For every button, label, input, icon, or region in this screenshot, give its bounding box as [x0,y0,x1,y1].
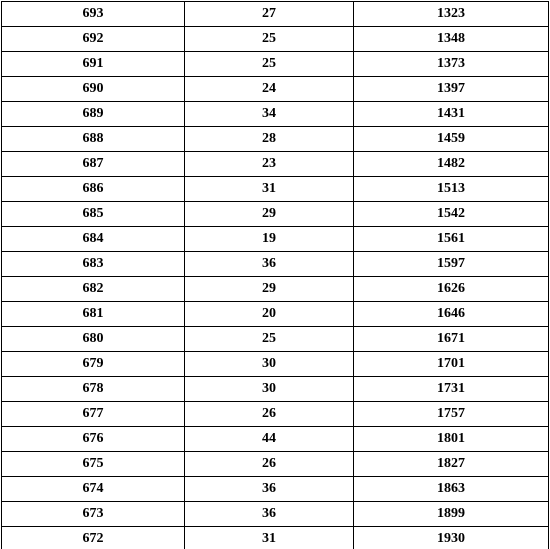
cumulative-cell: 1513 [354,177,549,202]
count-cell: 24 [185,77,354,102]
score-cell: 681 [2,302,185,327]
score-cell: 688 [2,127,185,152]
score-cell: 674 [2,477,185,502]
score-cell: 687 [2,152,185,177]
cumulative-cell: 1863 [354,477,549,502]
table-row [2,327,549,352]
table-row [2,502,549,527]
table-row [2,77,549,102]
count-cell: 44 [185,427,354,452]
count-cell: 36 [185,252,354,277]
count-cell: 30 [185,352,354,377]
count-cell: 27 [185,2,354,27]
table-row [2,127,549,152]
count-cell: 26 [185,452,354,477]
table-row [2,302,549,327]
count-cell: 31 [185,177,354,202]
cumulative-cell: 1731 [354,377,549,402]
table-row [2,377,549,402]
table-row [2,452,549,477]
count-cell: 26 [185,402,354,427]
score-cell: 672 [2,527,185,549]
score-cell: 679 [2,352,185,377]
score-cell: 689 [2,102,185,127]
cumulative-cell: 1757 [354,402,549,427]
score-cell: 690 [2,77,185,102]
score-cell: 678 [2,377,185,402]
count-cell: 23 [185,152,354,177]
table-body [2,2,549,549]
table-row [2,152,549,177]
cumulative-cell: 1597 [354,252,549,277]
count-cell: 36 [185,502,354,527]
table-row [2,102,549,127]
score-cell: 673 [2,502,185,527]
count-cell: 29 [185,202,354,227]
count-cell: 34 [185,102,354,127]
score-cell: 682 [2,277,185,302]
table-row [2,27,549,52]
cumulative-cell: 1671 [354,327,549,352]
cumulative-cell: 1542 [354,202,549,227]
score-cell: 680 [2,327,185,352]
cumulative-cell: 1626 [354,277,549,302]
cumulative-cell: 1482 [354,152,549,177]
table-row [2,227,549,252]
cumulative-cell: 1323 [354,2,549,27]
count-cell: 31 [185,527,354,549]
table-row [2,177,549,202]
count-cell: 20 [185,302,354,327]
table-row [2,352,549,377]
table-row [2,277,549,302]
count-cell: 19 [185,227,354,252]
table-row [2,527,549,549]
cumulative-cell: 1431 [354,102,549,127]
score-cell: 686 [2,177,185,202]
cumulative-cell: 1348 [354,27,549,52]
score-cell: 684 [2,227,185,252]
count-cell: 30 [185,377,354,402]
count-cell: 36 [185,477,354,502]
score-cell: 685 [2,202,185,227]
table-row [2,477,549,502]
table-row [2,252,549,277]
table-row [2,2,549,27]
count-cell: 28 [185,127,354,152]
count-cell: 29 [185,277,354,302]
count-cell: 25 [185,27,354,52]
cumulative-cell: 1459 [354,127,549,152]
cumulative-cell: 1930 [354,527,549,549]
score-cell: 692 [2,27,185,52]
table-row [2,202,549,227]
table-row [2,402,549,427]
table-row [2,427,549,452]
cumulative-cell: 1397 [354,77,549,102]
cumulative-cell: 1646 [354,302,549,327]
cumulative-cell: 1801 [354,427,549,452]
count-cell: 25 [185,327,354,352]
score-cell: 683 [2,252,185,277]
score-distribution-table [1,1,549,549]
cumulative-cell: 1701 [354,352,549,377]
table-row [2,52,549,77]
cumulative-cell: 1899 [354,502,549,527]
score-cell: 691 [2,52,185,77]
score-cell: 676 [2,427,185,452]
score-cell: 677 [2,402,185,427]
score-cell: 693 [2,2,185,27]
score-cell: 675 [2,452,185,477]
count-cell: 25 [185,52,354,77]
cumulative-cell: 1827 [354,452,549,477]
cumulative-cell: 1373 [354,52,549,77]
cumulative-cell: 1561 [354,227,549,252]
